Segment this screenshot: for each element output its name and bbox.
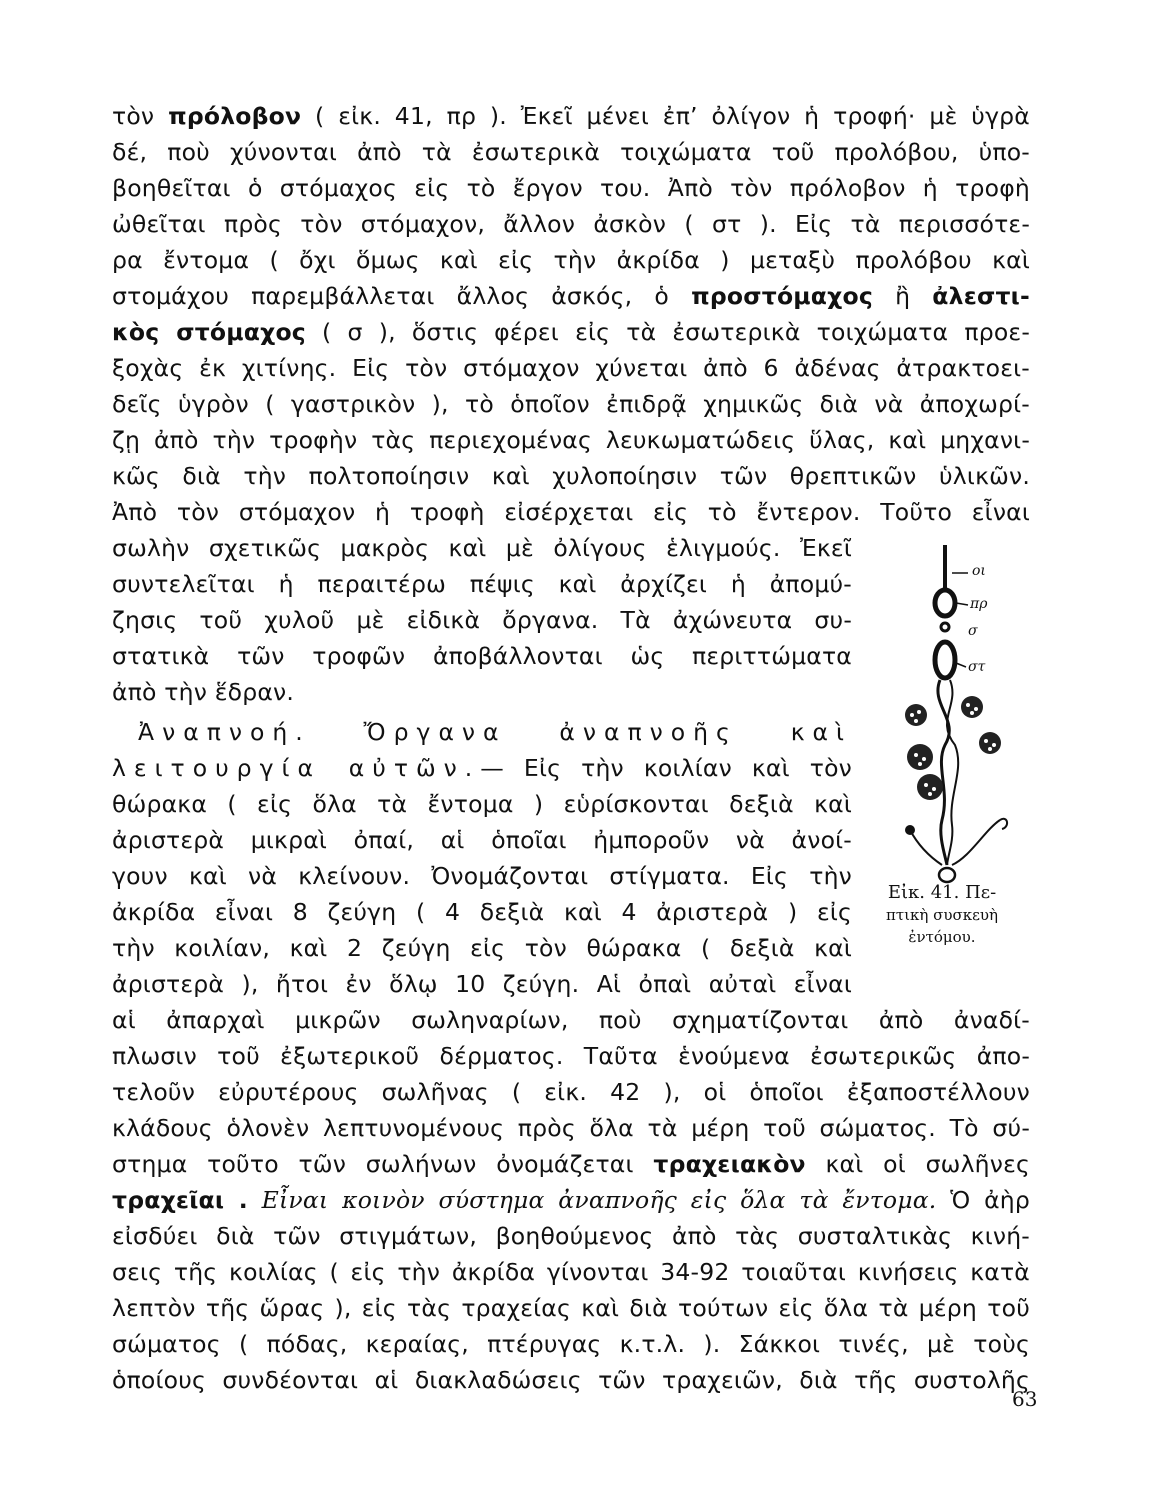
text-line: ζῃ ἀπὸ τὴν τροφὴν τὰς περιεχομένας λευκωματώδεις ὕλας, καὶ μηχανι- [112,426,1030,454]
text-line: ἀκρίδα εἶναι 8 ζεύγη ( 4 δεξιὰ καὶ 4 ἀριστερὰ ) εἰς [112,898,852,926]
text-line: πλωσιν τοῦ ἐξωτερικοῦ δέρματος. Ταῦτα ἑνούμενα ἐσωτερικῶς ἀπο- [112,1042,1030,1070]
text-line: τελοῦν εὐρυτέρους σωλῆνας ( εἰκ. 42 ), οἱ ὁποῖοι ἐξαποστέλλουν [112,1078,1030,1106]
term-prolobos: πρόλοβον [168,102,302,130]
digestive-system-drawing [890,535,1040,895]
text-line: σωλὴν σχετικῶς μακρὸς καὶ μὲ ὀλίγους ἑλιγμούς. Ἐκεῖ [112,534,852,562]
figure-digestive-system [890,535,1040,895]
label-line-st [956,663,966,667]
text-line: εἰσδύει διὰ τῶν στιγμάτων, βοηθούμενος ἀπὸ τὰς συσταλτικὰς κινή- [112,1222,1030,1250]
text-line: σώματος ( πόδας, κεραίας, πτέρυγας κ.τ.λ. ). Σάκκοι τινές, μὲ τοὺς [112,1330,1030,1358]
section-heading-function: λειτουργία αὐτῶν. [112,754,481,782]
text-line: συντελεῖται ἡ περαιτέρω πέψις καὶ ἀρχίζει ἡ ἀπομύ- [112,570,852,598]
stomach-shape [935,642,955,678]
text-line: σεις τῆς κοιλίας ( εἰς τὴν ἀκρίδα γίνονται 34-92 τοιαῦται κινήσεις κατὰ [112,1258,1030,1286]
page-number: 63 [1012,1387,1038,1411]
tubule-right-curl [1000,819,1007,829]
label-oi: οι [972,563,986,579]
text-line: στημα τοῦτο τῶν σωλήνων ὀνομάζεται τραχειακὸν καὶ οἱ σωλῆνες [112,1150,1030,1178]
tubule-end-dot [905,825,915,835]
text-line: κλάδους ὁλονὲν λεπτυνομένους πρὸς ὅλα τὰ μέρη τοῦ σώματος. Τὸ σύ- [112,1114,1030,1142]
rectum-shape [939,868,955,882]
label-line-pr [956,603,968,605]
text-line: στομάχου παρεμβάλλεται ἄλλος ἀσκός, ὁ προστόμαχος ἢ ἀλεστι- [112,282,1030,310]
text-line: Ἀπὸ τὸν στόμαχον ἡ τροφὴ εἰσέρχεται εἰς τὸ ἔντερον. Τοῦτο εἶναι [112,498,1030,526]
text-line: τραχεῖαι . Εἶναι κοινὸν σύστημα ἀναπνοῆς εἰς ὅλα τὰ ἔντομα. Ὁ ἀὴρ [112,1186,1031,1214]
text-line: λειτουργία αὐτῶν.— Εἰς τὴν κοιλίαν καὶ τὸν [112,754,852,782]
italic-statement: Εἶναι κοινὸν σύστημα ἀναπνοῆς εἰς ὅλα τὰ ἔντομα. [247,1186,937,1214]
crop-shape [935,590,955,616]
text-line: ἀπὸ τὴν ἕδραν. [112,678,295,706]
text-line: δεῖς ὑγρὸν ( γαστρικὸν ), τὸ ὁποῖον ἐπιδρᾷ χημικῶς διὰ νὰ ἀποχωρί- [112,390,1030,418]
text-line: κὸς στόμαχος ( σ ), ὅστις φέρει εἰς τὰ ἐσωτερικὰ τοιχώματα προε- [112,318,1030,346]
text-line: βοηθεῖται ὁ στόμαχος εἰς τὸ ἔργον του. Ἀπὸ τὸν πρόλοβον ἡ τροφὴ [112,174,1030,202]
text-line: ὁποίους συνδέονται αἱ διακλαδώσεις τῶν τραχειῶν, διὰ τῆς συστολῆς [112,1366,1030,1394]
text-line: αἱ ἀπαρχαὶ μικρῶν σωληναρίων, ποὺ σχηματίζονται ἀπὸ ἀναδί- [112,1006,1030,1034]
text-line: κῶς διὰ τὴν πολτοποίησιν καὶ χυλοποίησιν τῶν θρεπτικῶν ὑλικῶν. [112,462,1030,490]
term-tracheae: τραχεῖαι . [112,1186,248,1214]
text-line: τὴν κοιλίαν, καὶ 2 ζεύγη εἰς τὸν θώρακα ( δεξιὰ καὶ [112,934,852,962]
label-pr: πρ [970,596,988,612]
intestine-line [938,680,949,865]
text-line: γουν καὶ νὰ κλείνουν. Ὀνομάζονται στίγματα. Εἰς τὴν [112,862,852,890]
section-heading-respiration: Ἀναπνοή. Ὄργανα ἀναπνοῆς καὶ [138,718,852,746]
term-tracheal: τραχειακὸν [653,1150,806,1178]
label-st: στ [968,659,986,675]
text-line: ζησις τοῦ χυλοῦ μὲ εἰδικὰ ὄργανα. Τὰ ἀχώνευτα συ- [112,606,852,634]
term-alestikos: ἀλεστι- [932,282,1030,310]
proventriculus-shape [941,623,949,631]
text-line: στατικὰ τῶν τροφῶν ἀποβάλλονται ὡς περιττώματα [112,642,852,670]
tubule-left [910,830,942,865]
text-line: ὠθεῖται πρὸς τὸν στόμαχον, ἄλλον ἀσκὸν ( στ ). Εἰς τὰ περισσότε- [112,210,1030,238]
tubule-right [952,820,1000,865]
text-line: λεπτὸν τῆς ὥρας ), εἰς τὰς τραχείας καὶ διὰ τούτων εἰς ὅλα τὰ μέρη τοῦ [112,1294,1030,1322]
text-line: δέ, ποὺ χύνονται ἀπὸ τὰ ἐσωτερικὰ τοιχώματα τοῦ προλόβου, ὑπο- [112,138,1030,166]
term-alestikos-stomachos: κὸς στόμαχος [112,318,306,346]
figure-caption [852,882,1032,948]
text-line: τὸν πρόλοβον ( εἰκ. 41, πρ ). Ἐκεῖ μένει ἐπ’ ὀλίγον ἡ τροφή· μὲ ὑγρὰ [112,102,1030,130]
gastric-caeca-cluster [905,696,1001,800]
text-line: ρα ἔντομα ( ὄχι ὅμως καὶ εἰς τὴν ἀκρίδα ) μεταξὺ προλόβου καὶ [112,246,1030,274]
caption-line: Εἰκ. 41. Πε- [887,882,997,903]
caption-line: ἐντόμου. [908,928,976,946]
text-line: θώρακα ( εἰς ὅλα τὰ ἔντομα ) εὑρίσκονται δεξιὰ καὶ [112,790,852,818]
caption-line: πτικὴ συσκευὴ [885,906,999,924]
term-prostomachos: προστόμαχος [691,282,873,310]
intestine-line-2 [947,680,958,865]
text-line: ἀριστερὰ ), ἤτοι ἐν ὅλῳ 10 ζεύγη. Αἱ ὀπαὶ αὐταὶ εἶναι [112,970,852,998]
text-line: ξοχὰς ἐκ χιτίνης. Εἰς τὸν στόμαχον χύνεται ἀπὸ 6 ἀδένας ἀτρακτοει- [112,354,1030,382]
label-s: σ [968,623,978,639]
text-line: ἀριστερὰ μικραὶ ὀπαί, αἱ ὁποῖαι ἠμποροῦν νὰ ἀνοί- [112,826,852,854]
